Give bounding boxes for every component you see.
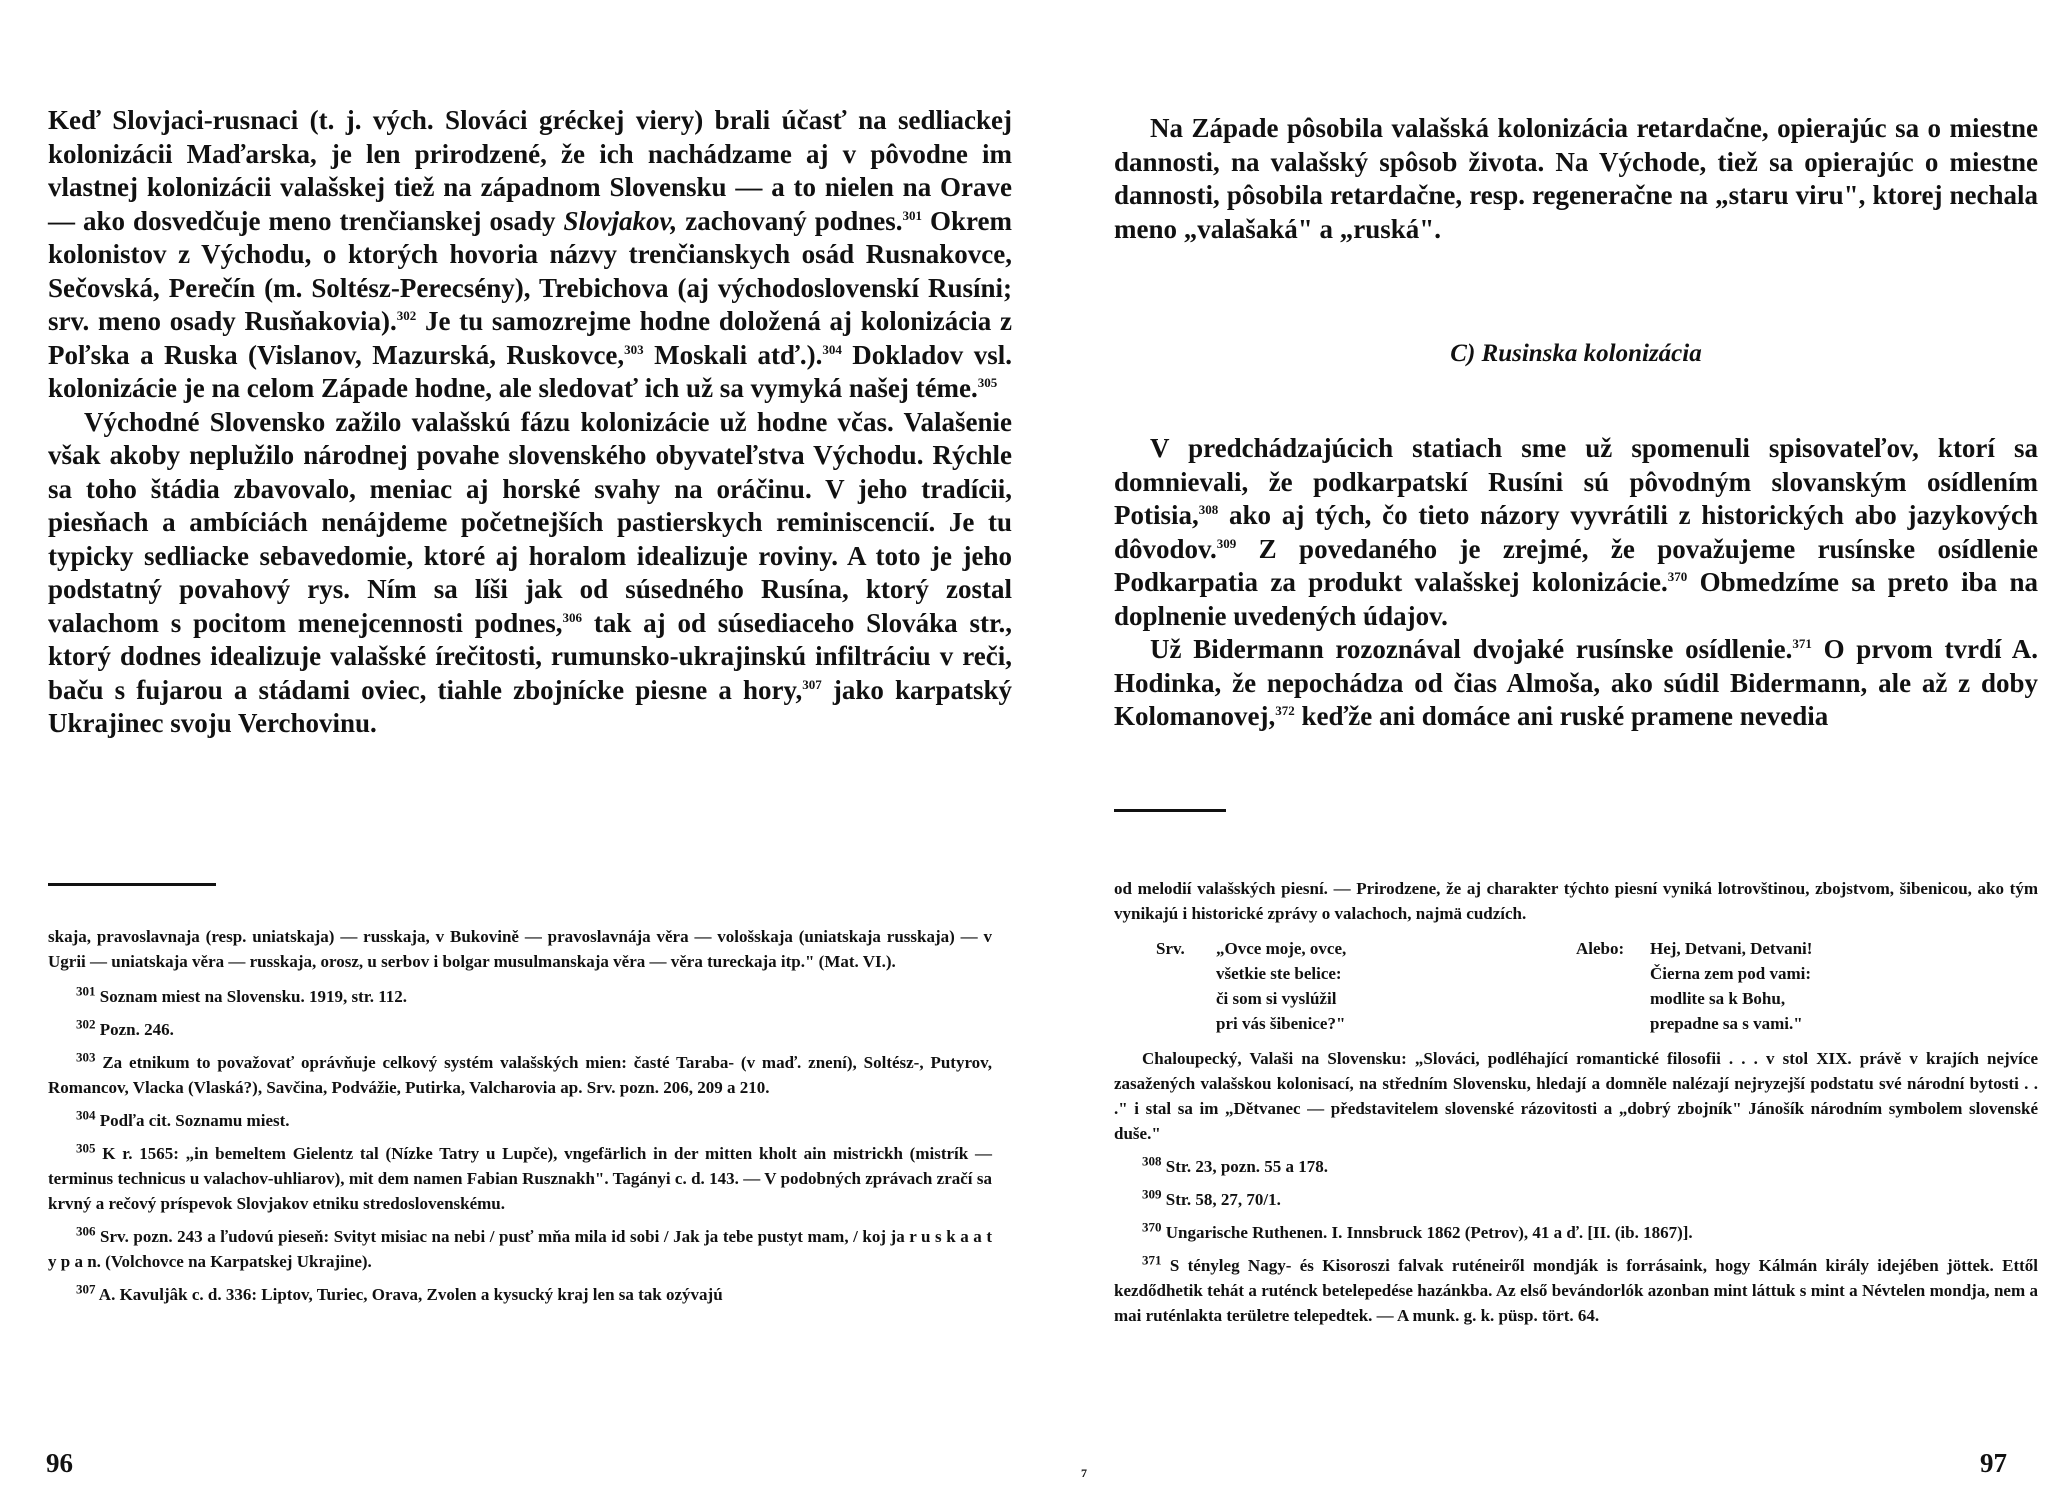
right-body-top bbox=[1114, 112, 2038, 246]
paragraph: Východné Slovensko zažilo valašskú fázu kolonizácie už hodne včas. Valašenie však akoby neplužilo národnej povahe slovenského obyvateľstva Východu. Rýchle sa toho štádia zbavovalo, meniac aj horské svahy na oráčinu. V jeho tradícii, piesňach a ambíciách nenájdeme početnejších pastierskych reminiscencií. Je tu typicky sedliacke sebavedomie, ktoré aj horalom idealizuje roviny. A toto je jeho podstatný povahový rys. Ním sa líši jak od súsedného Rusína, ktorý zostal valachom s pocitom menejcennosti podnes,$^{306}$ tak aj od súsediaceho Slováka str., ktorý dodnes idealizuje valašské írečitosti, rumunsko-ukrajinskú infiltráciu v reči, baču s fujarou a stádami oviec, tiahle zbojnícke piesne a hory,$^{307}$ jako karpatský Ukrajinec svoju Verchovinu. bbox=[48, 406, 1012, 738]
poem-first bbox=[1216, 936, 1576, 1036]
poem-line: pri vás šibenice?" bbox=[1216, 1014, 1346, 1033]
printer-signature: 7 bbox=[1081, 1466, 1087, 1480]
paragraph: Už Bidermann rozoznával dvojaké rusínske osídlenie.$^{371}$ O prvom tvrdí A. Hodinka, že nepochádza od čias Almoša, ako súdil Bidermann, ale až z doby Kolomanovej,$^{372}$ keďže ani domáce ani ruské pramene nevedia bbox=[1114, 634, 2038, 731]
poem-line: či som si vyslúžil bbox=[1216, 989, 1337, 1008]
paragraph: Keď Slovjaci-rusnaci (t. j. vých. Slováci gréckej viery) brali účasť na sedliackej kolonizácii Maďarska, je len prirodzené, že ich nachádzame aj v pôvodne im vlastnej kolonizácii valašskej tiež na západnom Slovensku — a to nielen na Orave — ako dosvedčuje meno trenčianskej osady Slovjakov, zachovaný podnes.$^{301}$ Okrem kolonistov z Východu, o ktorých hovoria názvy trenčianskych osád Rusnakovce, Sečovská, Perečín (m. Soltész-Perecsény), Trebichova (aj východoslovenskí Rusíni; srv. meno osady Rusňakovia).$^{302}$ Je tu samozrejme hodne doložená aj kolonizácia z Poľska a Ruska (Vislanov, Mazurská, Ruskovce,$^{303}$ Moskali atď.).$^{304}$ Dokladov vsl. kolonizácie je na celom Západe hodne, ale sledovať ich už sa vymyká našej téme.$^{305}$ bbox=[48, 105, 1013, 403]
footnote-ref[interactable]: 306 bbox=[562, 609, 583, 625]
poem-second bbox=[1650, 936, 1950, 1036]
paragraph: Na Západe pôsobila valašská kolonizácia retardačne, opierajúc sa o miestne dannosti, na valašský spôsob života. Na Východe, tiež sa opierajúc o miestne dannosti, pôsobila retardačne, resp. regeneračne na „staru viru", ktorej nechala meno „valašaká" a „ruská". bbox=[1114, 113, 2038, 244]
poem-line: všetkie ste belice: bbox=[1216, 964, 1342, 983]
footnote-ref[interactable]: 302 bbox=[396, 308, 417, 323]
footnote-307: $^{307}$ A. Kavuljâk c. d. 336: Liptov, Turiec, Orava, Zvolen a kysucký kraj len sa tak ozývajú bbox=[76, 1281, 723, 1304]
page-number: 96 bbox=[46, 1448, 73, 1478]
footnote-divider bbox=[48, 883, 216, 886]
footnote-ref[interactable]: 304 bbox=[822, 341, 842, 357]
right-footnotes bbox=[1114, 876, 2038, 1336]
right-page bbox=[1023, 0, 2046, 1500]
footnote-ref[interactable]: 370 bbox=[1667, 569, 1688, 584]
footnote-ref[interactable]: 303 bbox=[624, 341, 644, 357]
footnote-303: $^{303}$ Za etnikum to považovať oprávňuje celkový systém valašských mien: časté Taraba- (v maď. znení), Soltész-, Putyrov, Romancov, Vlacka (Vlaská?), Savčina, Podvážie, Putirka, Valcharovia ap. Srv. pozn. 206, 209 a 210. bbox=[48, 1049, 992, 1097]
footnote-301: $^{301}$ Soznam miest na Slovensku. 1919, str. 112. bbox=[76, 983, 408, 1006]
poem-label: Srv. bbox=[1156, 939, 1185, 958]
footnote-continuation: od melodií valašských piesní. — Prirodzene, že aj charakter týchto piesní vyniká lotrovštinou, zbojstvom, šibenicou, ako tým vynikajú i historické zprávy o valachoch, najmä cudzích. bbox=[1114, 879, 2038, 923]
footnote-306: $^{306}$ Srv. pozn. 243 a ľudovú pieseň: Svityt misiac na nebi / pusť mňa mila id sobi / Jak ja tebe pustyt mam, / koj ja r u s k a a t y p a n. (Volchovce na Karpatskej Ukrajine). bbox=[48, 1223, 992, 1271]
footnote-divider bbox=[1114, 809, 1226, 812]
italic-place-name: Slovjakov, bbox=[563, 205, 678, 236]
footnote-quotation: Chaloupecký, Valaši na Slovensku: „Slováci, podléhající romantické filosofii . . . v stol XIX. právě v krajích nejvíce zasažených valašskou kolonisací, na středním Slovensku, hledají a domněle nalézají nejryzejší podstatu své národní bytosti . . ." i stal sa im „Dětvanec — představitelem slovenské rázovitosti a „dobrý zbojník" Jánošík národním symbolem slovenské duše." bbox=[1114, 1049, 2038, 1143]
footnote-ref[interactable]: 309 bbox=[1216, 535, 1237, 551]
footnote-309: $^{309}$ Str. 58, 27, 70/1. bbox=[1142, 1186, 1281, 1209]
footnote-ref[interactable]: 305 bbox=[977, 375, 998, 390]
footnote-302: $^{302}$ Pozn. 246. bbox=[76, 1016, 174, 1039]
left-body-text bbox=[48, 104, 1012, 741]
footnote-370: $^{370}$ Ungarische Ruthenen. I. Innsbruck 1862 (Petrov), 41 a ď. [II. (ib. 1867)]. bbox=[1142, 1219, 1693, 1242]
poem-line: „Ovce moje, ovce, bbox=[1216, 939, 1347, 958]
footnote-ref[interactable]: 308 bbox=[1198, 502, 1219, 517]
left-footnotes bbox=[48, 924, 992, 1315]
footnote-308: $^{308}$ Str. 23, pozn. 55 a 178. bbox=[1142, 1153, 1329, 1176]
footnote-ref[interactable]: 301 bbox=[902, 207, 922, 223]
section-heading: C) Rusinska kolonizácia bbox=[1450, 340, 1702, 367]
poem-quotation bbox=[1114, 936, 2038, 1036]
poem-line: Čierna zem pod vami: bbox=[1650, 964, 1812, 983]
right-body-text bbox=[1114, 432, 2038, 734]
page-number: 97 bbox=[1980, 1448, 2007, 1478]
footnote-continuation: skaja, pravoslavnaja (resp. uniatskaja) — russkaja, v Bukovině — pravoslavnája věra — vološskaja (uniatskaja russkaja) — v Ugrii — uniatskaja věra — russkaja, orosz, u serbov i bolgar musulmanskaja věra — věra tureckaja itp." (Mat. VI.). bbox=[48, 927, 992, 971]
poem-line: modlite sa k Bohu, bbox=[1650, 989, 1786, 1008]
footnote-304: $^{304}$ Podľa cit. Soznamu miest. bbox=[76, 1107, 290, 1130]
poem-line: Hej, Detvani, Detvani! bbox=[1650, 939, 1813, 958]
footnote-ref[interactable]: 307 bbox=[802, 676, 822, 692]
paragraph: V predchádzajúcich statiach sme už spomenuli spisovateľov, ktorí sa domnievali, že podkarpatskí Rusíni sú pôvodným slovanským osídlením Potisia,$^{308}$ ako aj tých, čo tieto názory vyvrátili z historických abo jazykových dôvodov.$^{309}$ Z povedaného je zrejmé, že považujeme rusínske osídlenie Podkarpatia za produkt valašskej kolonizácie.$^{370}$ Obmedzíme sa preto iba na doplnenie uvedených údajov. bbox=[1114, 433, 2038, 631]
poem-label: Alebo: bbox=[1576, 939, 1625, 958]
poem-line: prepadne sa s vami." bbox=[1650, 1014, 1803, 1033]
footnote-ref[interactable]: 372 bbox=[1275, 703, 1295, 718]
footnote-305: $^{305}$ K r. 1565: „in bemeltem Gielentz tal (Nízke Tatry u Lupče), vngefärlich in der mitten kholt ain mistrickh (mistrík — terminus technicus u valachov-uhliarov), mit dem namen Fabian Rusznakh". Tagányi c. d. 143. — V podobných zprávach zračí sa krvný a rečový príspevok Slovjakov etniku stredoslovenskému. bbox=[48, 1140, 992, 1213]
footnote-ref[interactable]: 371 bbox=[1792, 636, 1812, 651]
footnote-371: $^{371}$ S tényleg Nagy- és Kisoroszi falvak ruténeiről mondják is forrásaink, hogy Kálmán király idejében jöttek. Ettől kezdődhetik tehát a ruténck betelepedése hazánkba. Az első bevándorlók azonban mint láttuk s mint a Névtelen mondja, nem a mai ruténlakta területre telepedtek. — A munk. g. k. püsp. tört. 64. bbox=[1114, 1252, 2038, 1325]
